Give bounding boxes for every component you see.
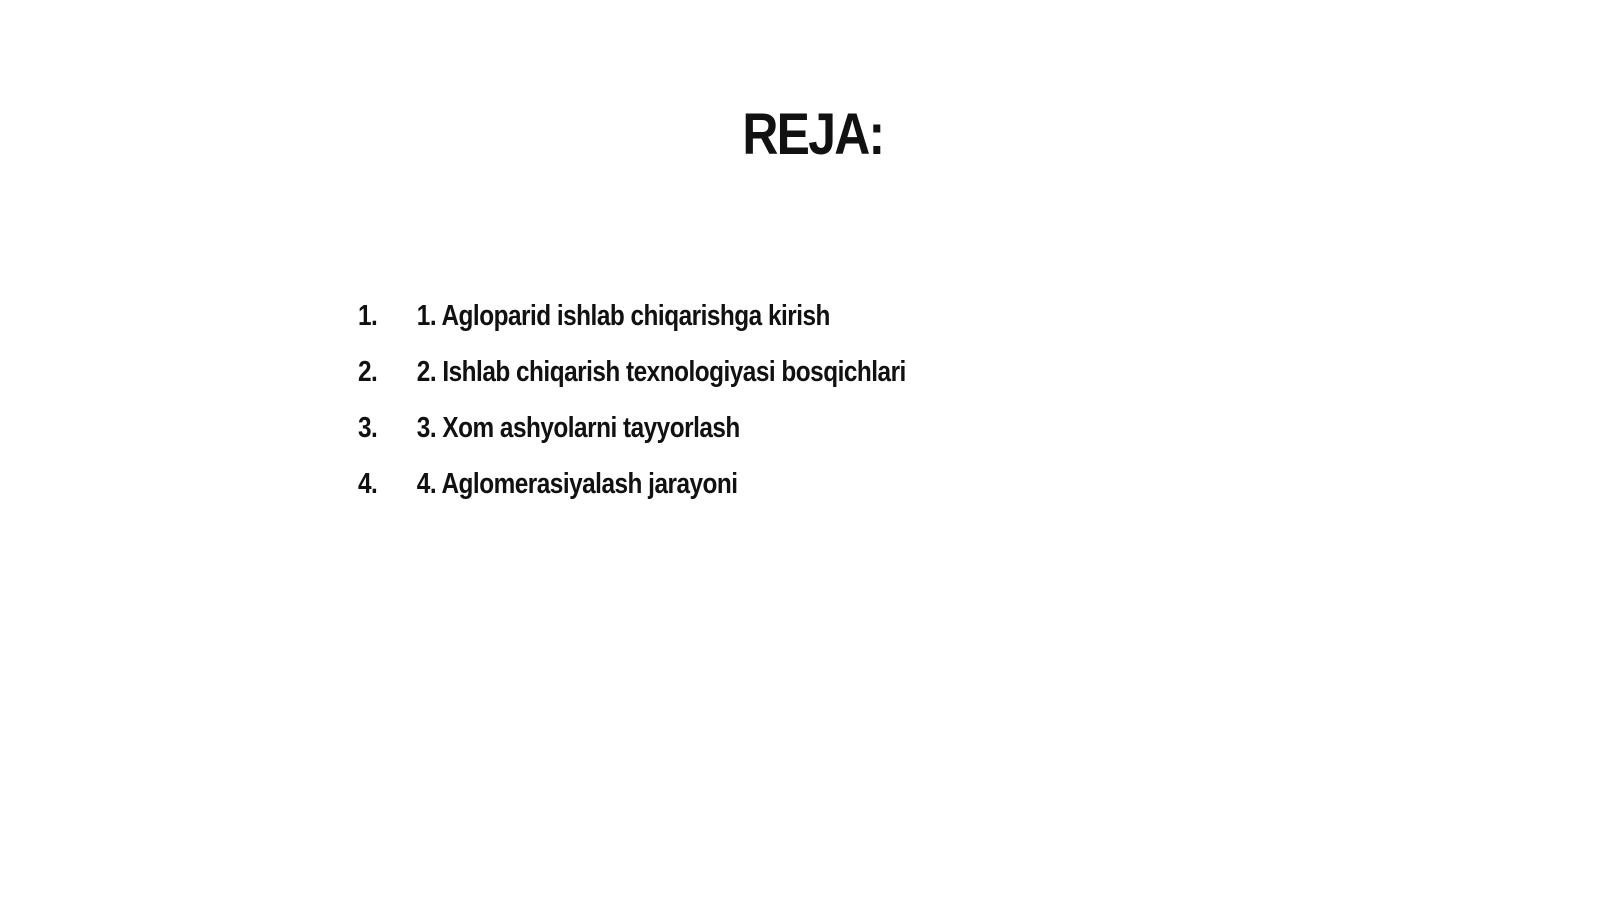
slide-title: REJA: xyxy=(742,102,884,167)
plan-list xyxy=(358,288,1010,512)
plan-item-number: 3. xyxy=(358,411,378,444)
plan-item-number: 1. xyxy=(358,299,378,332)
plan-item-number: 4. xyxy=(358,467,378,500)
plan-item xyxy=(358,456,906,512)
plan-item xyxy=(358,344,906,400)
plan-item-text: 3. Xom ashyolarni tayyorlash xyxy=(416,411,740,444)
plan-item xyxy=(358,400,906,456)
plan-item-number: 2. xyxy=(358,355,378,388)
plan-item xyxy=(358,288,906,344)
plan-item-text: 1. Agloparid ishlab chiqarishga kirish xyxy=(416,299,830,332)
plan-item-text: 4. Aglomerasiyalash jarayoni xyxy=(416,467,738,500)
plan-item-text: 2. Ishlab chiqarish texnologiyasi bosqichlari xyxy=(416,355,906,388)
